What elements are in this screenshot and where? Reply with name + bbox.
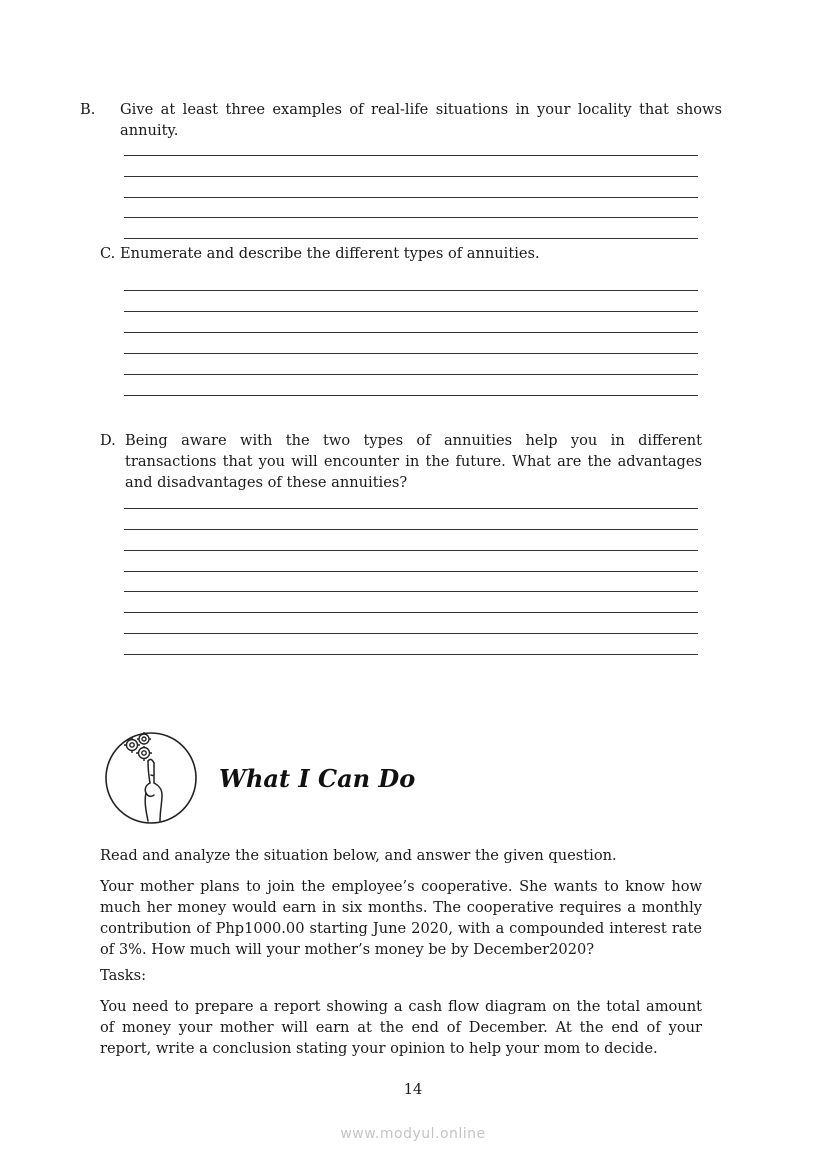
answer-line[interactable]: [124, 311, 698, 312]
page-number: 14: [403, 1081, 423, 1098]
answer-line[interactable]: [124, 155, 698, 156]
answer-line[interactable]: [124, 353, 698, 354]
situation-paragraph: Your mother plans to join the employee’s cooperative. She wants to know how much her money would earn in six months. The cooperative requires a monthly contribution of Php1000.00 starting June 2020, with a compounded interest rate of 3%. How much will your mother’s money be by December2020?: [100, 878, 702, 958]
answer-line[interactable]: [124, 612, 698, 613]
answer-line[interactable]: [124, 633, 698, 634]
tasks-label: Tasks:: [100, 967, 147, 984]
answer-line[interactable]: [124, 571, 698, 572]
answer-line[interactable]: [124, 591, 698, 592]
answer-line[interactable]: [124, 197, 698, 198]
answer-line[interactable]: [124, 529, 698, 530]
instruction-paragraph: Read and analyze the situation below, and answer the given question.: [100, 847, 617, 864]
answer-line[interactable]: [124, 217, 698, 218]
tasks-paragraph: You need to prepare a report showing a cash flow diagram on the total amount of money your mother will earn at the end of December. At the end of your report, write a conclusion stating your opinion to help your mom to decide.: [100, 998, 702, 1057]
section-title: What I Can Do: [219, 764, 416, 793]
watermark: www.modyul.online: [340, 1126, 486, 1142]
answer-line[interactable]: [124, 654, 698, 655]
answer-line[interactable]: [124, 290, 698, 291]
question-c-text: Enumerate and describe the different types of annuities.: [119, 245, 540, 262]
question-d: [100, 430, 702, 493]
question-c: [100, 243, 702, 264]
answer-line[interactable]: [124, 238, 698, 239]
answer-line[interactable]: [124, 508, 698, 509]
answer-line[interactable]: [124, 176, 698, 177]
answer-line[interactable]: [124, 550, 698, 551]
answer-line[interactable]: [124, 374, 698, 375]
question-b: [80, 99, 722, 141]
question-c-letter: C.: [100, 245, 116, 262]
question-b-text: Give at least three examples of real-life situations in your locality that shows annuity.: [120, 101, 722, 139]
question-d-letter: D.: [100, 432, 116, 449]
answer-line[interactable]: [124, 395, 698, 396]
question-d-text: Being aware with the two types of annuities help you in different transactions that you will encounter in the future. What are the advantages and disadvantages of these annuities?: [125, 432, 702, 491]
answer-line[interactable]: [124, 332, 698, 333]
hand-holding-gears-icon: [104, 731, 198, 825]
question-b-letter: B.: [80, 101, 96, 118]
